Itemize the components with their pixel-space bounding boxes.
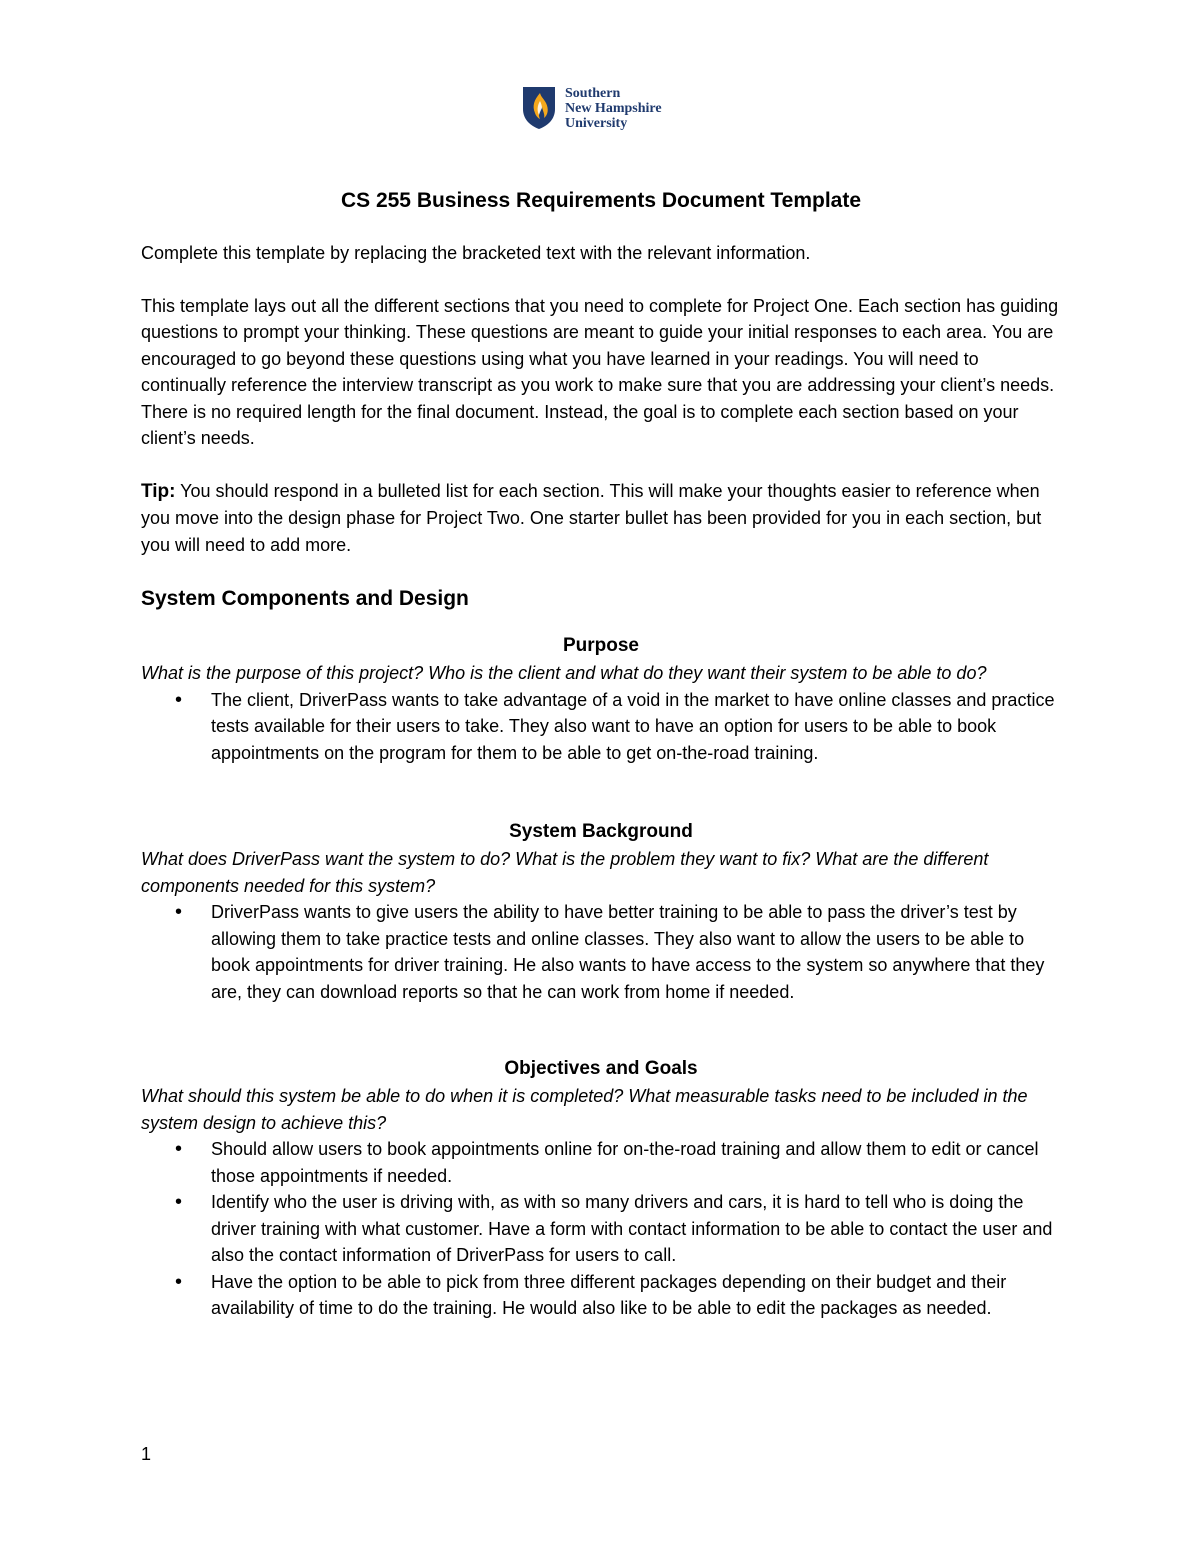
- section-purpose: [141, 632, 1061, 766]
- system-background-heading: System Background: [509, 821, 693, 842]
- list-item: • DriverPass wants to give users the ability to have better training to be able to pass the driver’s test by allowing them to take practice tests and online classes. They also want to allow the users to be able to book appointments for driver training. He also wants to have access to the system so anywhere that they are, they can download reports so that he can work from home if needed.: [211, 899, 1061, 1005]
- intro-paragraph-1: Complete this template by replacing the bracketed text with the relevant information.: [141, 243, 811, 263]
- logo-line-2: New Hampshire: [565, 100, 662, 116]
- section-system-background: [141, 818, 1061, 1005]
- page-number: 1: [141, 1444, 152, 1464]
- list-item: • Have the option to be able to pick from three different packages depending on their budget and their availability of time to do the training. He would also like to be able to edit the packages as needed.: [211, 1269, 1061, 1322]
- section-objectives-goals: [141, 1055, 1061, 1322]
- list-item: • Should allow users to book appointments online for on-the-road training and allow them to edit or cancel those appointments if needed.: [211, 1136, 1061, 1189]
- tip-label: Tip: [141, 480, 170, 502]
- intro-paragraph-2: This template lays out all the different sections that you need to complete for Project One. Each section has guiding questions to prompt your thinking. These questions are meant to guide your initial responses to each area. You are encouraged to go beyond these questions using what you have learned in your readings. You will need to continually reference the interview transcript as you work to make sure that you are addressing your client’s needs. There is no required length for the final document. Instead, the goal is to complete each section based on your client’s needs.: [141, 295, 1059, 448]
- purpose-bullet-list: [141, 687, 1061, 767]
- document-body: [141, 186, 1061, 1372]
- shield-flame-icon: [521, 85, 557, 131]
- system-background-question: What does DriverPass want the system to do? What is the problem they want to fix? What are the different components needed for this system?: [141, 849, 989, 896]
- system-background-bullet-list: [141, 899, 1061, 1005]
- objectives-goals-bullet-list: [141, 1136, 1061, 1322]
- logo-wordmark: [565, 86, 662, 131]
- tip-paragraph: [141, 478, 1061, 559]
- tip-text: You should respond in a bulleted list for each section. This will make your thoughts easier to reference when you move into the design phase for Project Two. One starter bullet has been provided for you in each section, but you will need to add more.: [141, 480, 1042, 555]
- logo-line-3: University: [565, 115, 628, 131]
- purpose-heading: Purpose: [562, 635, 640, 656]
- objectives-goals-heading: Objectives and Goals: [504, 1058, 698, 1079]
- list-item: • Identify who the user is driving with, as with so many drivers and cars, it is hard to tell who is doing the driver training with what customer. Have a form with contact information to be able to contact the user and also the contact information of DriverPass for users to call.: [211, 1189, 1061, 1269]
- logo-line-1: Southern: [565, 85, 621, 101]
- list-item: • The client, DriverPass wants to take advantage of a void in the market to have online classes and practice tests available for their users to take. They also want to have an option for users to be able to book appointments on the program for them to be able to get on-the-road training.: [211, 687, 1061, 767]
- tip-colon: :: [169, 480, 176, 502]
- section-heading: System Components and Design: [141, 587, 469, 610]
- document-title: CS 255 Business Requirements Document Template: [340, 189, 862, 212]
- university-logo: [521, 84, 691, 132]
- purpose-question: What is the purpose of this project? Who is the client and what do they want their system to be able to do?: [141, 663, 987, 683]
- objectives-goals-question: What should this system be able to do when it is completed? What measurable tasks need to be included in the system design to achieve this?: [141, 1086, 1028, 1133]
